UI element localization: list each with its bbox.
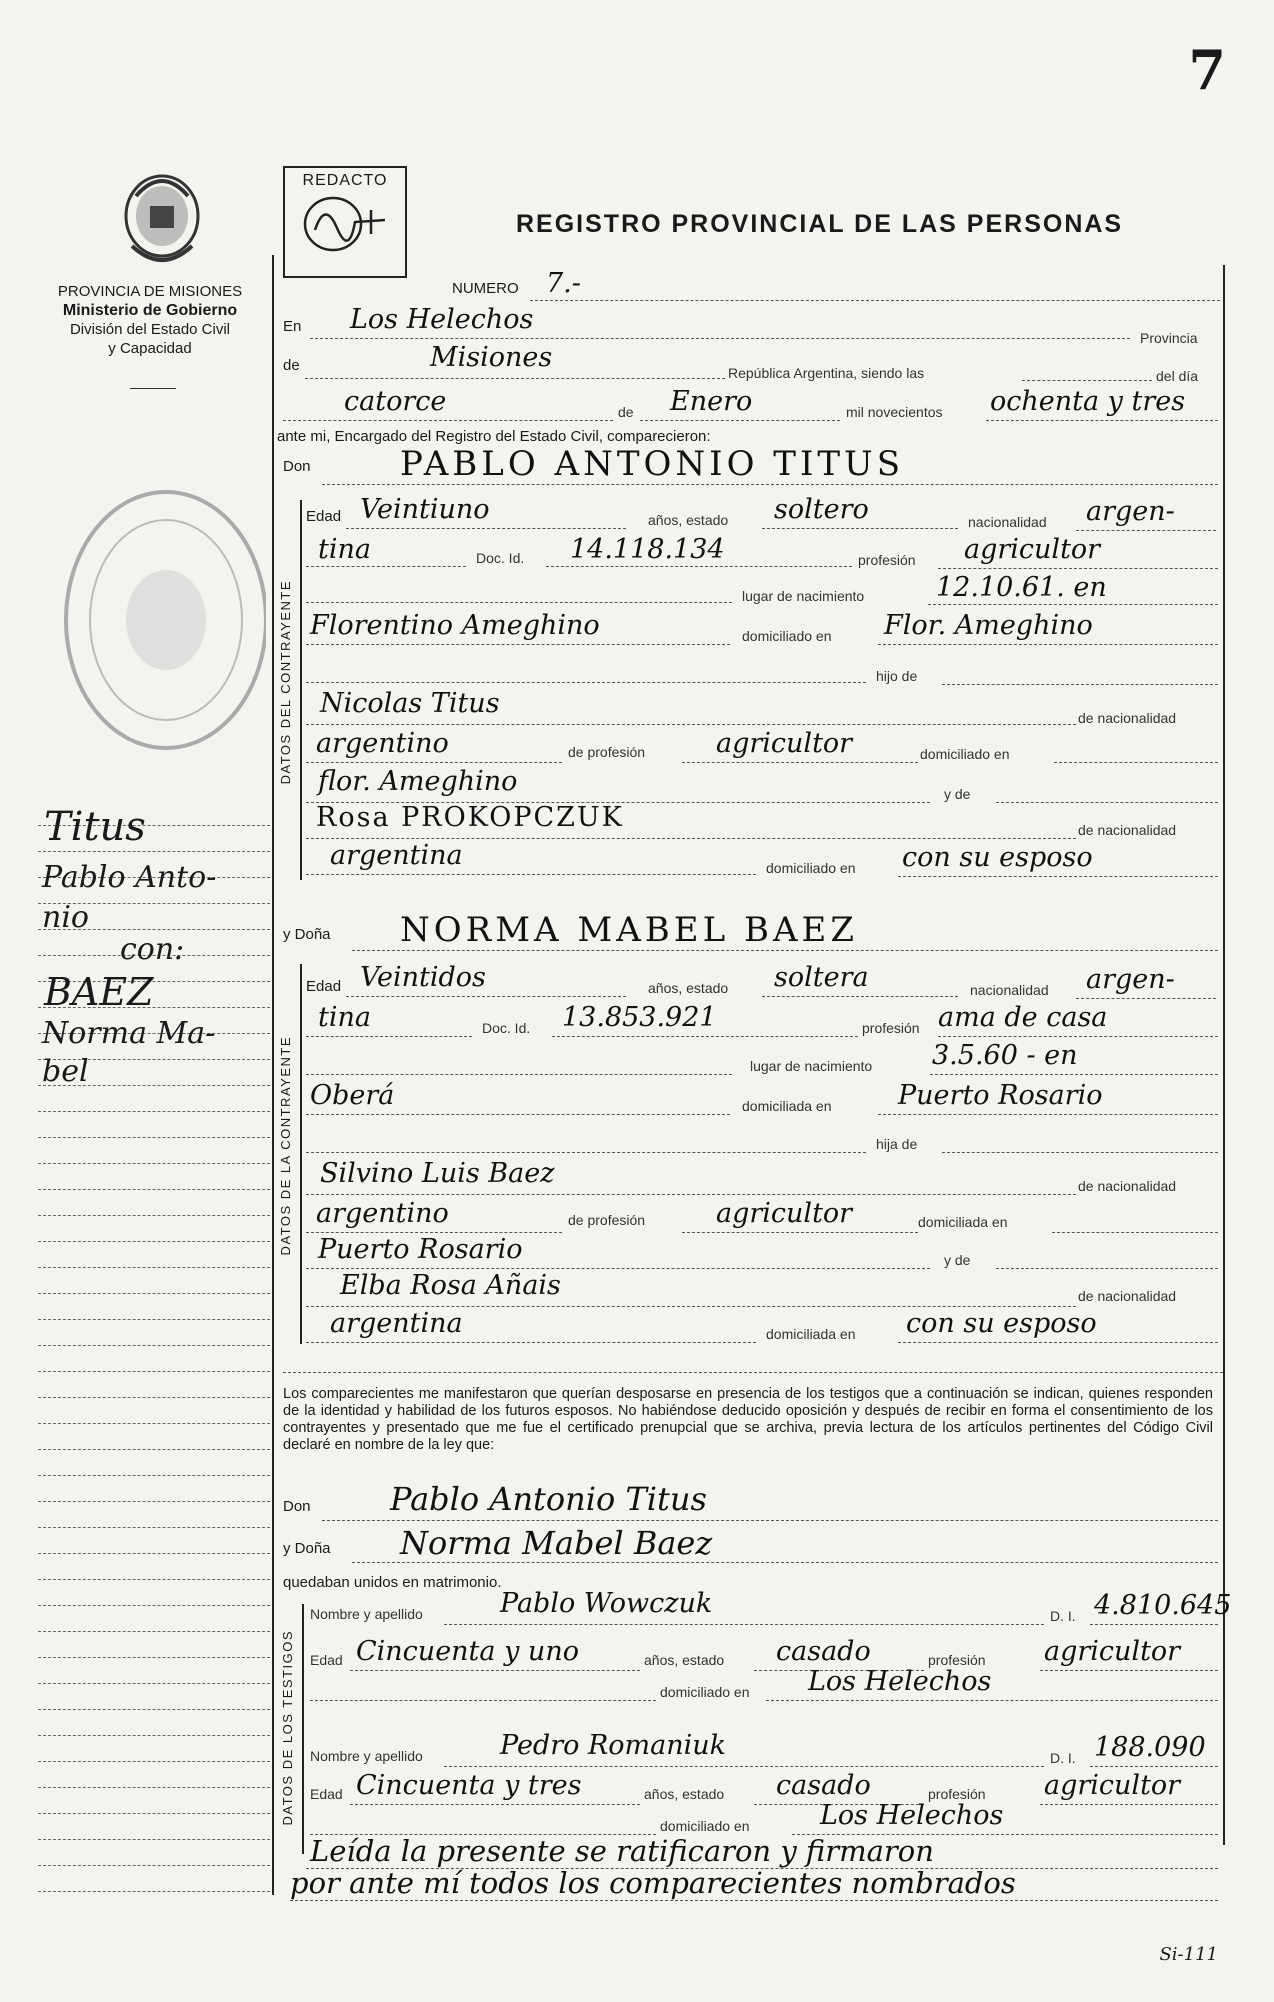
contrayente-madre-nac: argentina <box>330 840 463 871</box>
contrayenta-estado: soltera <box>774 962 869 993</box>
contrayente-padre: Nicolas Titus <box>320 688 500 719</box>
contrayenta-nacimiento: 3.5.60 - en <box>932 1040 1078 1071</box>
t2-anios-estado-label: años, estado <box>644 1786 725 1802</box>
org-line-3: División del Estado Civil <box>69 321 231 338</box>
dia-value: catorce <box>344 386 447 417</box>
contrayenta-name: NORMA MABEL BAEZ <box>400 910 858 950</box>
t2-di-label: D. I. <box>1050 1750 1076 1766</box>
republica-label: República Argentina, siendo las <box>728 365 925 381</box>
de-mes-label: de <box>618 404 634 420</box>
contrayenta-nacionalidad: argen- <box>1086 964 1175 995</box>
contrayente-padre-dom: flor. Ameghino <box>318 766 518 797</box>
contrayente-domicilio: Flor. Ameghino <box>884 610 1093 641</box>
left-divider <box>130 388 176 389</box>
f-de-profesion-label: de profesión <box>568 1212 646 1228</box>
domiciliada-label: domiciliada en <box>742 1098 832 1114</box>
edad-label: Edad <box>306 508 342 525</box>
footer-mark: Si-111 <box>1159 1944 1218 1965</box>
contrayente-padre-nac: argentino <box>316 728 449 759</box>
contrayente-madre: Rosa PROKOPCZUK <box>316 802 624 833</box>
f-profesion-label: profesión <box>862 1020 920 1036</box>
t1-anios-estado-label: años, estado <box>644 1652 725 1668</box>
contrayenta-profesion: ama de casa <box>938 1002 1108 1033</box>
page-number: 7 <box>1188 38 1226 102</box>
margin-note-3: nio <box>42 900 89 935</box>
org-line-1: PROVINCIA DE MISIONES <box>57 283 243 300</box>
province-coat-of-arms-logo <box>112 166 212 274</box>
contrayente-doc: 14.118.134 <box>570 534 725 565</box>
contrayenta-madre-nac: argentina <box>330 1308 463 1339</box>
contrayenta-domicilio: Puerto Rosario <box>898 1080 1103 1111</box>
t2-domiciliado-label: domiciliado en <box>660 1818 750 1834</box>
contrayente-padre-prof: agricultor <box>716 728 853 759</box>
declaration-paragraph: Los comparecientes me manifestaron que querían desposarse en presencia de los testigos que a continuación se indican, quienes responden de la identidad y habilidad de los futuros esposos. No habiéndose deducido oposición y después de recibir en forma el consentimiento de los contrayentes y presentado que me fue el certificado prenupcial que se archiva, previa lectura de los artículos pertinentes del Código Civil declaré en nombre de la ley que: <box>283 1386 1213 1453</box>
decl-dona-label: y Doña <box>283 1540 331 1557</box>
contrayente-madre-dom: con su esposo <box>902 842 1093 873</box>
contrayenta-nacionalidad-cont: tina <box>318 1002 371 1033</box>
t2-nombre-label: Nombre y apellido <box>310 1748 423 1764</box>
nacionalidad-label: nacionalidad <box>968 514 1047 530</box>
contrayenta-padre-dom: Puerto Rosario <box>318 1234 523 1265</box>
contrayenta-lugar: Oberá <box>310 1080 395 1111</box>
t1-domiciliado-label: domiciliado en <box>660 1684 750 1700</box>
hija-de-label: hija de <box>876 1136 918 1152</box>
en-label: En <box>283 318 302 335</box>
testigo2-profesion: agricultor <box>1044 1770 1181 1801</box>
f-lugar-nac-label: lugar de nacimiento <box>750 1058 873 1074</box>
org-line-2: Ministerio de Gobierno <box>62 302 238 319</box>
de-value: Misiones <box>430 342 553 373</box>
don-label: Don <box>283 458 311 475</box>
testigos-section-label: DATOS DE LOS TESTIGOS <box>280 1630 295 1826</box>
numero-label: NUMERO <box>452 280 519 297</box>
testigo1-profesion: agricultor <box>1044 1636 1181 1667</box>
f-padre-domiciliada-label: domiciliada en <box>918 1214 1008 1230</box>
contrayente-profesion: agricultor <box>964 534 1101 565</box>
f-y-de-label: y de <box>944 1252 971 1268</box>
redacto-initials-signature <box>285 190 401 260</box>
f-edad-label: Edad <box>306 978 342 995</box>
t1-nombre-label: Nombre y apellido <box>310 1606 423 1622</box>
t1-edad-label: Edad <box>310 1652 343 1668</box>
dona-label: y Doña <box>283 926 331 943</box>
contrayente-nacionalidad: argen- <box>1086 496 1175 527</box>
doc-label: Doc. Id. <box>476 550 525 566</box>
domiciliado-label: domiciliado en <box>742 628 832 644</box>
testigo2-di: 188.090 <box>1094 1732 1206 1763</box>
del-dia-label: del día <box>1156 368 1199 384</box>
contrayente-lugar: Florentino Ameghino <box>310 610 600 641</box>
contrayente-nacimiento: 12.10.61. en <box>936 572 1107 603</box>
t2-edad-label: Edad <box>310 1786 343 1802</box>
contrayenta-section-label: DATOS DE LA CONTRAYENTE <box>278 1036 293 1256</box>
madre-nacionalidad-label: de nacionalidad <box>1078 822 1177 838</box>
declaracion-dona: Norma Mabel Baez <box>400 1524 713 1562</box>
en-value: Los Helechos <box>350 304 534 335</box>
contrayente-name: PABLO ANTONIO TITUS <box>400 444 905 484</box>
decl-don-label: Don <box>283 1498 311 1515</box>
provincia-label: Provincia <box>1140 330 1198 346</box>
redacto-label: REDACTO <box>302 172 388 189</box>
testigo2-domicilio: Los Helechos <box>820 1800 1004 1831</box>
testigo2-edad: Cincuenta y tres <box>356 1770 582 1801</box>
closing-line-2: por ante mí todos los comparecientes nombrados <box>290 1866 1016 1900</box>
testigo1-nombre: Pablo Wowczuk <box>500 1588 713 1619</box>
contrayenta-padre-nac: argentino <box>316 1198 449 1229</box>
margin-note-1: Titus <box>44 804 146 850</box>
ante-mi-text: ante mi, Encargado del Registro del Estado Civil, comparecieron: <box>277 428 711 445</box>
margin-note-5: BAEZ <box>44 970 154 1014</box>
testigo1-estado: casado <box>776 1636 871 1667</box>
contrayenta-madre: Elba Rosa Añais <box>340 1270 561 1301</box>
madre-domiciliado-label: domiciliado en <box>766 860 856 876</box>
contrayente-section-label: DATOS DEL CONTRAYENTE <box>278 580 293 785</box>
page-title: REGISTRO PROVINCIAL DE LAS PERSONAS <box>516 210 1124 238</box>
f-madre-domiciliada-label: domiciliada en <box>766 1326 856 1342</box>
f-nacionalidad-label: nacionalidad <box>970 982 1049 998</box>
profesion-label: profesión <box>858 552 916 568</box>
f-doc-label: Doc. Id. <box>482 1020 531 1036</box>
redacto-stamp <box>283 166 407 278</box>
testigo2-estado: casado <box>776 1770 871 1801</box>
hijo-de-label: hijo de <box>876 668 918 684</box>
org-line-4: y Capacidad <box>108 340 192 357</box>
contrayenta-madre-dom: con su esposo <box>906 1308 1097 1339</box>
form-left-rule <box>272 255 274 1895</box>
t1-di-label: D. I. <box>1050 1608 1076 1624</box>
mil-label: mil novecientos <box>846 404 943 420</box>
anios-estado-label: años, estado <box>648 512 729 528</box>
declaracion-don: Pablo Antonio Titus <box>390 1480 707 1518</box>
t1-profesion-label: profesión <box>928 1652 986 1668</box>
margin-note-4: con: <box>120 932 185 967</box>
unidos-text: quedaban unidos en matrimonio. <box>283 1574 502 1591</box>
contrayenta-edad: Veintidos <box>360 962 486 993</box>
f-anios-estado-label: años, estado <box>648 980 729 996</box>
contrayente-edad: Veintiuno <box>360 494 490 525</box>
de-profesion-label: de profesión <box>568 744 646 760</box>
de-nacionalidad-label: de nacionalidad <box>1078 710 1177 726</box>
testigo1-di: 4.810.645 <box>1094 1590 1232 1621</box>
y-de-label: y de <box>944 786 971 802</box>
testigo1-edad: Cincuenta y uno <box>356 1636 579 1667</box>
de-label: de <box>283 357 300 374</box>
numero-value: 7.- <box>546 268 581 299</box>
contrayente-nacionalidad-cont: tina <box>318 534 371 565</box>
testigo1-domicilio: Los Helechos <box>808 1666 992 1697</box>
f-de-nacionalidad-label: de nacionalidad <box>1078 1178 1177 1194</box>
closing-line-1: Leída la presente se ratificaron y firmaron <box>310 1834 934 1868</box>
anio-value: ochenta y tres <box>990 386 1186 417</box>
t2-profesion-label: profesión <box>928 1786 986 1802</box>
left-org-heading <box>30 282 270 358</box>
registry-seal-stamp <box>36 470 266 760</box>
lugar-nac-label: lugar de nacimiento <box>742 588 865 604</box>
mes-value: Enero <box>670 386 753 417</box>
margin-note-7: bel <box>42 1054 89 1089</box>
padre-domiciliado-label: domiciliado en <box>920 746 1010 762</box>
testigo2-nombre: Pedro Romaniuk <box>500 1730 727 1761</box>
contrayenta-doc: 13.853.921 <box>562 1002 717 1033</box>
f-madre-nacionalidad-label: de nacionalidad <box>1078 1288 1177 1304</box>
contrayente-estado: soltero <box>774 494 869 525</box>
contrayenta-padre: Silvino Luis Baez <box>320 1158 555 1189</box>
contrayenta-padre-prof: agricultor <box>716 1198 853 1229</box>
margin-note-2: Pablo Anto- <box>42 860 217 895</box>
margin-note-6: Norma Ma- <box>42 1016 216 1051</box>
